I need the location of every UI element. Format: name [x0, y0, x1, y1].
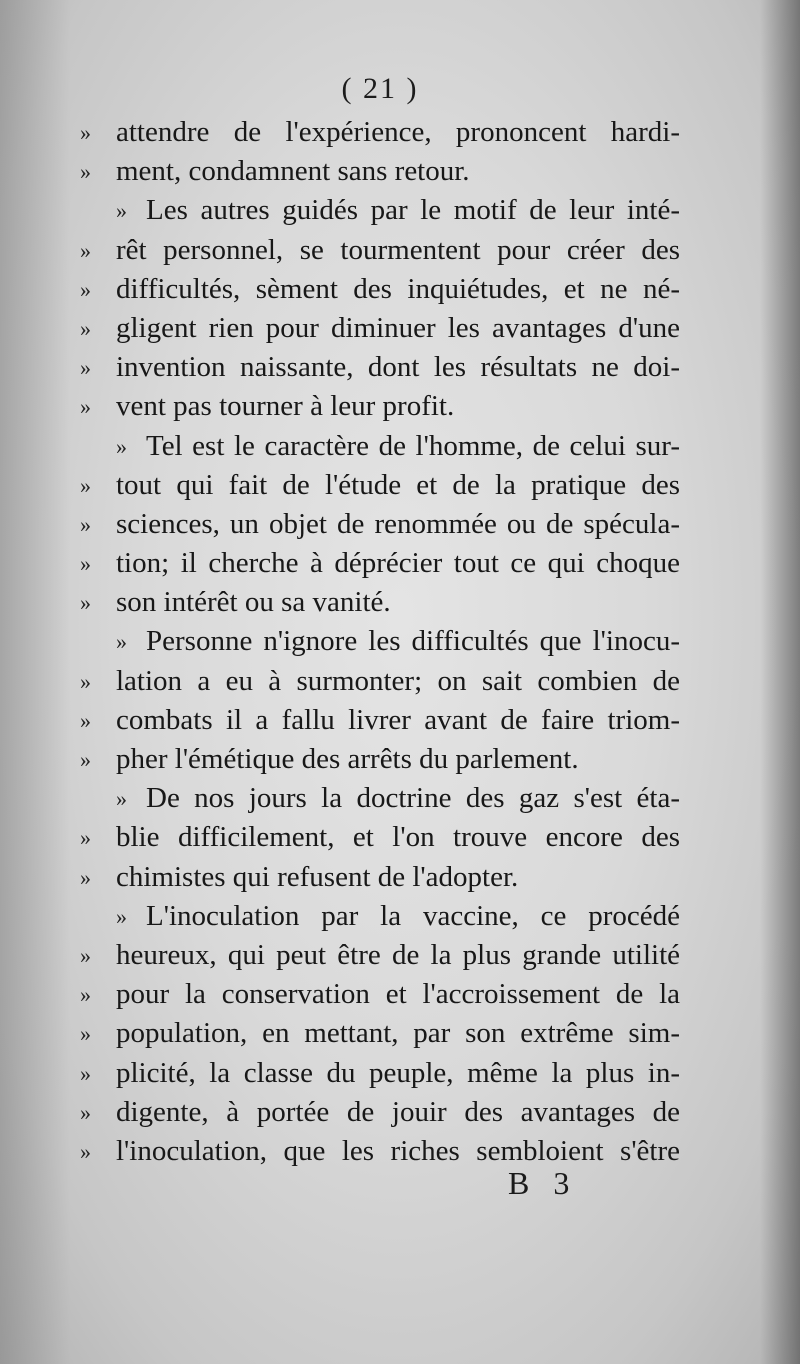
- text-line: [80, 309, 680, 348]
- line-text: heureux, qui peut être de la plus grande utilité: [116, 938, 680, 971]
- text-line: [80, 1054, 680, 1093]
- quote-mark: »: [80, 551, 91, 577]
- line-text: chimistes qui refusent de l'adopter.: [116, 860, 519, 893]
- text-line: [80, 662, 680, 701]
- quote-mark: »: [80, 825, 91, 851]
- page-number: ( 21 ): [341, 72, 419, 105]
- text-line: [80, 740, 680, 779]
- text-line: [80, 466, 680, 505]
- quote-mark: »: [116, 433, 127, 459]
- text-line: [80, 113, 680, 152]
- line-text: ment, condamnent sans retour.: [116, 155, 470, 188]
- line-text: L'inoculation par la vaccine, ce procédé: [146, 899, 680, 932]
- line-text: population, en mettant, par son extrême sim-: [116, 1017, 680, 1050]
- text-line: [80, 975, 680, 1014]
- text-line: [80, 348, 680, 387]
- text-line: [80, 818, 680, 857]
- line-text: vent pas tourner à leur profit.: [116, 390, 455, 423]
- line-text: pher l'émétique des arrêts du parlement.: [116, 743, 579, 775]
- quote-mark: »: [80, 982, 91, 1008]
- quote-mark: »: [116, 629, 127, 655]
- signature-mark: B 3: [508, 1165, 578, 1201]
- line-text: tion; il cherche à déprécier tout ce qui choque: [116, 547, 680, 580]
- quote-mark: »: [80, 864, 91, 890]
- body-text: [80, 113, 680, 1171]
- text-line: [80, 858, 680, 897]
- quote-mark: »: [80, 159, 91, 185]
- quote-mark: »: [80, 942, 91, 968]
- quote-mark: »: [80, 1021, 91, 1047]
- text-line: [80, 191, 680, 230]
- line-text: blie difficilement, et l'on trouve encore des: [116, 821, 680, 854]
- text-line: [80, 779, 680, 818]
- quote-mark: »: [80, 394, 91, 420]
- text-line: [80, 270, 680, 309]
- quote-mark: »: [80, 707, 91, 733]
- line-text: Les autres guidés par le motif de leur inté-: [146, 194, 680, 227]
- quote-mark: »: [80, 1138, 91, 1164]
- line-text: sciences, un objet de renommée ou de spécula-: [116, 507, 680, 540]
- text-line: [80, 897, 680, 936]
- text-line: [80, 701, 680, 740]
- quote-mark: »: [116, 786, 127, 812]
- line-text: plicité, la classe du peuple, même la plus in-: [116, 1056, 680, 1089]
- text-line: [80, 1093, 680, 1132]
- quote-mark: »: [80, 237, 91, 263]
- text-line: [80, 544, 680, 583]
- quote-mark: »: [80, 472, 91, 498]
- text-line: [80, 505, 680, 544]
- quote-mark: »: [116, 198, 127, 224]
- line-text: gligent rien pour diminuer les avantages d'une: [116, 311, 680, 344]
- line-text: son intérêt ou sa vanité.: [116, 586, 391, 619]
- quote-mark: »: [80, 1060, 91, 1086]
- quote-mark: »: [80, 668, 91, 694]
- text-line: [80, 936, 680, 975]
- line-text: tout qui fait de l'étude et de la pratique des: [116, 468, 680, 501]
- line-text: Personne n'ignore les difficultés que l'inocu-: [146, 625, 680, 658]
- line-text: lation a eu à surmonter; on sait combien de: [116, 664, 680, 697]
- text-line: [80, 1014, 680, 1053]
- line-text: invention naissante, dont les résultats ne doi-: [116, 351, 680, 384]
- line-text: Tel est le caractère de l'homme, de celui sur-: [146, 429, 680, 462]
- quote-mark: »: [80, 315, 91, 341]
- line-text: l'inoculation, que les riches sembloient s'être: [116, 1134, 680, 1167]
- text-line: [80, 152, 680, 191]
- text-line: [80, 427, 680, 466]
- quote-mark: »: [80, 120, 91, 145]
- quote-mark: »: [80, 1099, 91, 1125]
- line-text: attendre de l'expérience, prononcent hardi-: [116, 116, 680, 148]
- text-line: [80, 622, 680, 661]
- text-line: [80, 583, 680, 622]
- line-text: digente, à portée de jouir des avantages de: [116, 1095, 680, 1128]
- line-text: rêt personnel, se tourmentent pour créer des: [116, 233, 680, 266]
- quote-mark: »: [80, 511, 91, 537]
- line-text: combats il a fallu livrer avant de faire triom-: [116, 703, 680, 736]
- text-line: [80, 387, 680, 426]
- quote-mark: »: [80, 276, 91, 302]
- quote-mark: »: [80, 355, 91, 381]
- line-text: difficultés, sèment des inquiétudes, et ne né-: [116, 272, 680, 305]
- text-line: [80, 231, 680, 270]
- quote-mark: »: [80, 747, 91, 772]
- quote-mark: »: [80, 590, 91, 616]
- quote-mark: »: [116, 903, 127, 929]
- line-text: pour la conservation et l'accroissement de la: [116, 978, 680, 1011]
- text-line: [80, 1132, 680, 1171]
- line-text: De nos jours la doctrine des gaz s'est éta-: [146, 782, 680, 815]
